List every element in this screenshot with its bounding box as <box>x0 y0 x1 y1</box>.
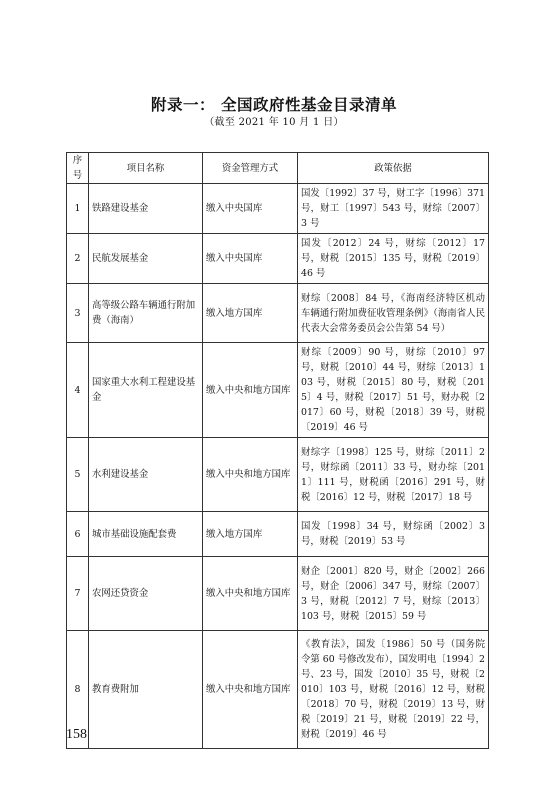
row-fund-management: 缴入中央和地方国库 <box>203 631 298 749</box>
row-fund-management: 缴入中央和地方国库 <box>203 557 298 631</box>
page-number: 158 <box>66 727 87 742</box>
row-fund-management: 缴入中央和地方国库 <box>203 343 298 438</box>
header-policy-basis: 政策依据 <box>298 153 489 184</box>
row-fund-management: 缴入地方国库 <box>203 284 298 343</box>
row-project-name: 城市基础设施配套费 <box>89 512 203 557</box>
row-fund-management: 缴入中央和地方国库 <box>203 438 298 512</box>
row-index: 5 <box>67 438 89 512</box>
row-index: 2 <box>67 234 89 284</box>
row-policy-basis: 财企〔2001〕820 号，财企〔2002〕266 号，财企〔2006〕347 号，财综〔2007〕3 号，财税〔2012〕7 号，财综〔2013〕103 号，财税〔2015〕59 号 <box>298 557 489 631</box>
row-index: 8 <box>67 631 89 749</box>
row-project-name: 农网还贷资金 <box>89 557 203 631</box>
row-policy-basis: 财综字〔1998〕125 号，财综〔2011〕2 号，财综函〔2011〕33 号，财办综〔2011〕111 号，财税函〔2016〕291 号，财税〔2016〕12 号，财税〔2017〕18 号 <box>298 438 489 512</box>
table-row <box>67 557 489 631</box>
row-policy-basis: 国发〔2012〕24 号，财综〔2012〕17 号，财税〔2015〕135 号，财税〔2019〕46 号 <box>298 234 489 284</box>
row-index: 3 <box>67 284 89 343</box>
row-index: 7 <box>67 557 89 631</box>
row-index: 4 <box>67 343 89 438</box>
table-row <box>67 234 489 284</box>
row-project-name: 水利建设基金 <box>89 438 203 512</box>
table-row <box>67 343 489 438</box>
header-project-name: 项目名称 <box>89 153 203 184</box>
table-row <box>67 438 489 512</box>
table-row <box>67 284 489 343</box>
row-project-name: 高等级公路车辆通行附加费（海南） <box>89 284 203 343</box>
table-row <box>67 631 489 749</box>
table-header-row <box>67 153 489 184</box>
page-subtitle: （截至 2021 年 10 月 1 日） <box>204 117 344 128</box>
row-project-name: 民航发展基金 <box>89 234 203 284</box>
row-policy-basis: 财综〔2008〕84 号，《海南经济特区机动车辆通行附加费征收管理条例》（海南省人民代表大会常务委员会公告第 54 号） <box>298 284 489 343</box>
fund-catalog-table <box>66 152 489 749</box>
page-title: 附录一： 全国政府性基金目录清单 <box>151 96 397 114</box>
table-row <box>67 512 489 557</box>
row-fund-management: 缴入中央国库 <box>203 234 298 284</box>
row-fund-management: 缴入地方国库 <box>203 512 298 557</box>
row-project-name: 铁路建设基金 <box>89 184 203 234</box>
header-fund-management: 资金管理方式 <box>203 153 298 184</box>
row-project-name: 国家重大水利工程建设基金 <box>89 343 203 438</box>
row-policy-basis: 《教育法》，国发〔1986〕50 号（国务院令第 60 号修改发布），国发明电〔1994〕2 号、23 号，国发〔2010〕35 号，财税〔2010〕103 号，财税〔2016〕12 号，财税〔2018〕70 号，财税〔2019〕13 号，财税〔2019〕21 号，财税〔2019〕22 号，财税〔2019〕46 号 <box>298 631 489 749</box>
row-index: 6 <box>67 512 89 557</box>
row-policy-basis: 国发〔1992〕37 号，财工字〔1996〕371 号，财工〔1997〕543 号，财综〔2007〕3 号 <box>298 184 489 234</box>
table-row <box>67 184 489 234</box>
row-index: 1 <box>67 184 89 234</box>
row-policy-basis: 国发〔1998〕34 号，财综函〔2002〕3 号，财税〔2019〕53 号 <box>298 512 489 557</box>
row-policy-basis: 财综〔2009〕90 号，财综〔2010〕97 号，财税〔2010〕44 号，财综〔2013〕103 号，财税〔2015〕80 号，财税〔2015〕4 号，财税〔2017〕51 号，财办税〔2017〕60 号，财税〔2018〕39 号，财税〔2019〕46 号 <box>298 343 489 438</box>
row-fund-management: 缴入中央国库 <box>203 184 298 234</box>
row-project-name: 教育费附加 <box>89 631 203 749</box>
header-index: 序号 <box>67 153 89 184</box>
